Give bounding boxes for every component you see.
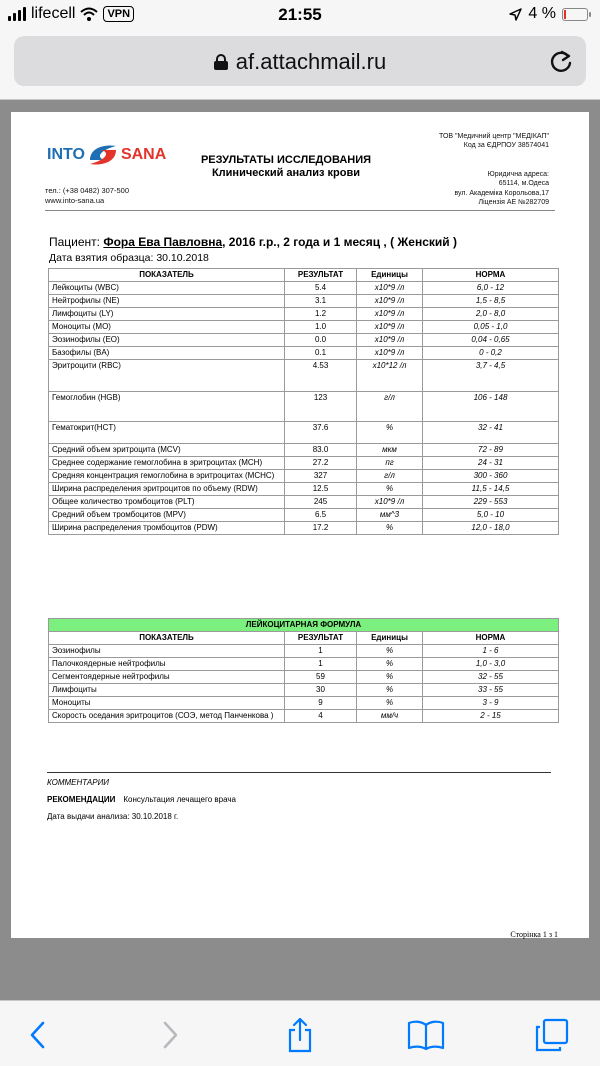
formula-unit: % — [357, 658, 423, 671]
legal-street: вул. Академіка Корольова,17 — [454, 189, 549, 197]
result-row — [49, 308, 559, 321]
result-unit: x10*9 /л — [357, 496, 423, 509]
tabs-icon — [534, 1017, 570, 1053]
back-button[interactable] — [18, 1017, 58, 1053]
result-value: 6.5 — [285, 509, 357, 522]
formula-value: 30 — [285, 684, 357, 697]
result-name: Эозинофилы (EO) — [49, 334, 285, 347]
issue-label: Дата выдачи анализа: — [47, 812, 130, 821]
patient-line — [49, 235, 457, 249]
header-unit: Единицы — [357, 269, 423, 282]
result-value: 83.0 — [285, 444, 357, 457]
header-divider — [45, 210, 555, 211]
result-norm: 5,0 - 10 — [423, 509, 559, 522]
result-unit: % — [357, 483, 423, 496]
formula-row — [49, 710, 559, 723]
battery-percent: 4 % — [528, 5, 556, 22]
header-param: ПОКАЗАТЕЛЬ — [49, 269, 285, 282]
bookmarks-button[interactable] — [406, 1017, 446, 1053]
result-norm: 0 - 0,2 — [423, 347, 559, 360]
formula-unit: мм/ч — [357, 710, 423, 723]
url-text: af.attachmail.ru — [235, 49, 387, 74]
back-icon — [28, 1020, 48, 1050]
sample-date-line — [49, 252, 209, 264]
formula-row — [49, 645, 559, 658]
result-value: 245 — [285, 496, 357, 509]
result-name: Средняя концентрация гемоглобина в эритроцитах (MCHC) — [49, 470, 285, 483]
result-norm: 229 - 553 — [423, 496, 559, 509]
recommendations-line — [47, 795, 236, 804]
recommendations-label: РЕКОМЕНДАЦИИ — [47, 795, 116, 804]
clinic-contacts — [45, 186, 129, 206]
formula-unit: % — [357, 697, 423, 710]
logo-emblem-icon — [86, 142, 120, 168]
result-name: Гемоглобин (HGB) — [49, 392, 285, 422]
formula-norm: 33 - 55 — [423, 684, 559, 697]
logo-text-right: SANA — [120, 146, 167, 163]
bookmarks-icon — [407, 1019, 445, 1051]
browser-toolbar — [0, 1000, 600, 1066]
result-name: Ширина распределения тромбоцитов (PDW) — [49, 522, 285, 535]
result-value: 17.2 — [285, 522, 357, 535]
result-row — [49, 360, 559, 392]
results-table — [48, 268, 559, 535]
formula-value: 4 — [285, 710, 357, 723]
result-norm: 12,0 - 18,0 — [423, 522, 559, 535]
formula-header-unit: Единицы — [357, 632, 423, 645]
forward-icon — [160, 1020, 180, 1050]
result-name: Лейкоциты (WBC) — [49, 282, 285, 295]
result-value: 3.1 — [285, 295, 357, 308]
result-norm: 6,0 - 12 — [423, 282, 559, 295]
tabs-button[interactable] — [532, 1017, 572, 1053]
result-name: Общее количество тромбоцитов (PLT) — [49, 496, 285, 509]
result-row — [49, 444, 559, 457]
formula-title-row — [49, 619, 559, 632]
license-number: Ліцензія АЕ №282709 — [478, 198, 549, 206]
result-unit: x10*9 /л — [357, 347, 423, 360]
result-row — [49, 347, 559, 360]
formula-norm: 1,0 - 3,0 — [423, 658, 559, 671]
logo — [47, 142, 166, 168]
document-page — [11, 112, 589, 938]
result-name: Эритроцити (RBC) — [49, 360, 285, 392]
formula-value: 1 — [285, 645, 357, 658]
formula-unit: % — [357, 684, 423, 697]
formula-norm: 3 - 9 — [423, 697, 559, 710]
result-row — [49, 509, 559, 522]
formula-name: Сегментоядерные нейтрофилы — [49, 671, 285, 684]
formula-norm: 32 - 55 — [423, 671, 559, 684]
result-name: Моноциты (MO) — [49, 321, 285, 334]
formula-row — [49, 658, 559, 671]
result-value: 0.0 — [285, 334, 357, 347]
status-time: 21:55 — [278, 5, 322, 24]
clinic-website: www.into-sana.ua — [45, 196, 105, 205]
forward-button[interactable] — [150, 1017, 190, 1053]
formula-unit: % — [357, 645, 423, 658]
result-row — [49, 334, 559, 347]
result-name: Ширина распределения эритроцитов по объему (RDW) — [49, 483, 285, 496]
formula-value: 9 — [285, 697, 357, 710]
result-unit: x10*9 /л — [357, 282, 423, 295]
legal-label: Юридична адреса: — [487, 171, 549, 178]
url-display[interactable] — [14, 49, 586, 75]
org-code: Код за ЄДРПОУ 38574041 — [463, 142, 549, 149]
result-value: 1.0 — [285, 321, 357, 334]
footer-divider — [47, 772, 551, 773]
result-name: Гематокрит(HCT) — [49, 422, 285, 444]
result-norm: 0,04 - 0,65 — [423, 334, 559, 347]
carrier-name: lifecell — [31, 5, 76, 22]
battery-icon — [562, 8, 588, 21]
vpn-badge: VPN — [103, 6, 134, 22]
result-name: Среднее содержание гемоглобина в эритроцитах (MCH) — [49, 457, 285, 470]
formula-header-result: РЕЗУЛЬТАТ — [285, 632, 357, 645]
result-unit: x10*9 /л — [357, 321, 423, 334]
document-title-block — [171, 154, 401, 180]
result-unit: пг — [357, 457, 423, 470]
result-value: 4.53 — [285, 360, 357, 392]
reload-icon[interactable] — [548, 48, 574, 74]
result-norm: 32 - 41 — [423, 422, 559, 444]
result-row — [49, 457, 559, 470]
result-name: Нейтрофилы (NE) — [49, 295, 285, 308]
result-value: 27.2 — [285, 457, 357, 470]
formula-value: 1 — [285, 658, 357, 671]
page-indicator: Сторінка 1 з 1 — [510, 930, 558, 939]
legal-city: 65114, м.Одеса — [498, 180, 549, 188]
result-name: Средний объем тромбоцитов (MPV) — [49, 509, 285, 522]
formula-row — [49, 671, 559, 684]
header-norm: НОРМА — [423, 269, 559, 282]
result-name: Лимфоциты (LY) — [49, 308, 285, 321]
result-norm: 0,05 - 1,0 — [423, 321, 559, 334]
formula-row — [49, 684, 559, 697]
formula-header-param: ПОКАЗАТЕЛЬ — [49, 632, 285, 645]
formula-name: Скорость оседания эритроцитов (СОЭ, метод Панченкова ) — [49, 710, 285, 723]
formula-norm: 1 - 6 — [423, 645, 559, 658]
formula-row — [49, 697, 559, 710]
document-title: РЕЗУЛЬТАТЫ ИССЛЕДОВАНИЯ — [200, 154, 372, 166]
result-unit: x10*12 /л — [357, 360, 423, 392]
result-name: Базофилы (BA) — [49, 347, 285, 360]
status-bar — [0, 0, 600, 32]
formula-title: ЛЕЙКОЦИТАРНАЯ ФОРМУЛА — [49, 619, 559, 632]
result-value: 0.1 — [285, 347, 357, 360]
formula-value: 59 — [285, 671, 357, 684]
result-norm: 300 - 360 — [423, 470, 559, 483]
result-unit: мм^3 — [357, 509, 423, 522]
patient-name: Фора Ева Павловна — [103, 235, 223, 249]
result-row — [49, 496, 559, 509]
result-row — [49, 282, 559, 295]
formula-table — [48, 618, 559, 723]
result-unit: г/л — [357, 470, 423, 483]
result-value: 37.6 — [285, 422, 357, 444]
clinic-phone: тел.: (+38 0482) 307-500 — [45, 186, 129, 195]
browser-address-area — [0, 32, 600, 100]
result-norm: 24 - 31 — [423, 457, 559, 470]
patient-label: Пациент: — [49, 235, 101, 249]
result-name: Средний объем эритроцита (MCV) — [49, 444, 285, 457]
result-row — [49, 295, 559, 308]
patient-info: , 2016 г.р., 2 года и 1 месяц , ( Женский ) — [222, 235, 457, 249]
issue-date: 30.10.2018 г. — [131, 812, 179, 821]
result-unit: x10*9 /л — [357, 334, 423, 347]
share-icon — [285, 1017, 315, 1053]
result-unit: % — [357, 522, 423, 535]
result-value: 5.4 — [285, 282, 357, 295]
formula-name: Эозинофилы — [49, 645, 285, 658]
location-arrow-icon — [509, 8, 522, 21]
recommendations-text: Консультация лечащего врача — [123, 795, 236, 804]
result-value: 1.2 — [285, 308, 357, 321]
result-row — [49, 483, 559, 496]
result-norm: 11,5 - 14,5 — [423, 483, 559, 496]
result-row — [49, 422, 559, 444]
result-unit: мкм — [357, 444, 423, 457]
result-value: 327 — [285, 470, 357, 483]
result-norm: 3,7 - 4,5 — [423, 360, 559, 392]
result-row — [49, 392, 559, 422]
address-bar[interactable] — [14, 36, 586, 86]
header-result: РЕЗУЛЬТАТ — [285, 269, 357, 282]
formula-name: Моноциты — [49, 697, 285, 710]
result-unit: x10*9 /л — [357, 308, 423, 321]
formula-unit: % — [357, 671, 423, 684]
share-button[interactable] — [280, 1017, 320, 1053]
issue-date-line — [47, 812, 178, 821]
org-details — [439, 132, 549, 150]
result-norm: 106 - 148 — [423, 392, 559, 422]
status-right — [509, 5, 588, 23]
comments-label: КОММЕНТАРИИ — [47, 778, 110, 787]
result-row — [49, 522, 559, 535]
logo-text-left: INTO — [47, 146, 85, 163]
lock-icon — [214, 54, 228, 70]
result-norm: 1,5 - 8,5 — [423, 295, 559, 308]
result-norm: 2,0 - 8,0 — [423, 308, 559, 321]
result-value: 12.5 — [285, 483, 357, 496]
sample-label: Дата взятия образца: — [49, 252, 154, 264]
legal-address — [454, 170, 549, 207]
result-value: 123 — [285, 392, 357, 422]
formula-name: Палочкоядерные нейтрофилы — [49, 658, 285, 671]
formula-name: Лимфоциты — [49, 684, 285, 697]
formula-header-row — [49, 632, 559, 645]
result-row — [49, 321, 559, 334]
sample-date: 30.10.2018 — [156, 252, 209, 264]
result-unit: % — [357, 422, 423, 444]
document-subtitle: Клинический анализ крови — [211, 167, 361, 179]
result-unit: x10*9 /л — [357, 295, 423, 308]
formula-norm: 2 - 15 — [423, 710, 559, 723]
result-unit: г/л — [357, 392, 423, 422]
result-norm: 72 - 89 — [423, 444, 559, 457]
formula-header-norm: НОРМА — [423, 632, 559, 645]
result-row — [49, 470, 559, 483]
results-header-row — [49, 269, 559, 282]
org-name: ТОВ "Медичний центр "МЕДІКАП" — [438, 133, 549, 140]
